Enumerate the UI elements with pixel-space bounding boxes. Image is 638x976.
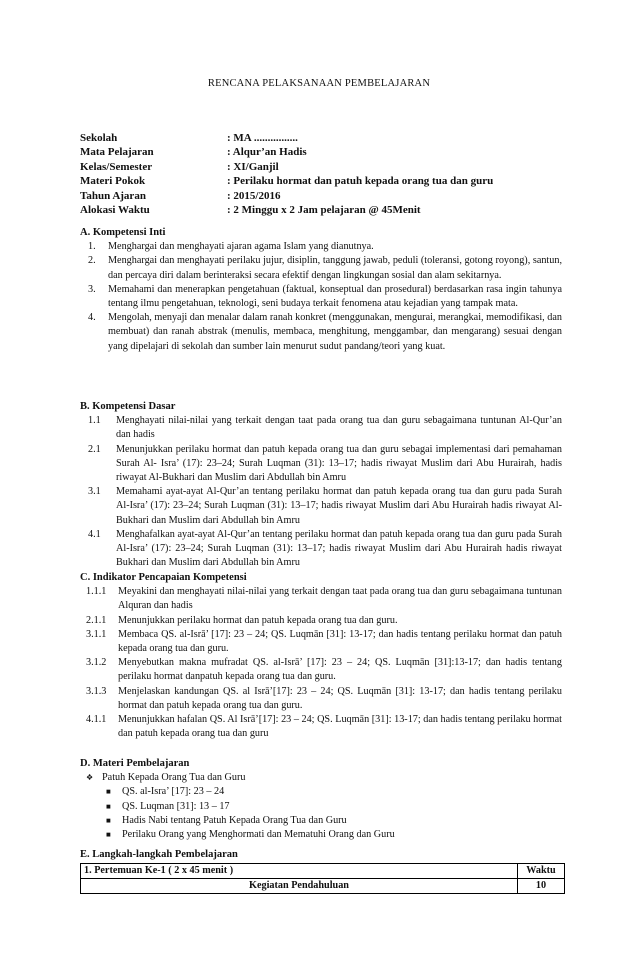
item-number: 2.1.1 <box>86 614 107 626</box>
table-cell-waktu: Waktu <box>518 864 565 879</box>
info-key: Sekolah <box>80 132 118 144</box>
list-item <box>80 485 562 528</box>
list-item <box>80 656 562 684</box>
materi-sub-text: QS. al-Isra’ [17]: 23 – 24 <box>122 786 225 798</box>
info-key: Mata Pelajaran <box>80 146 154 159</box>
info-row-mapel <box>80 145 493 159</box>
list-item <box>80 240 562 254</box>
item-text: Menunjukkan perilaku hormat dan patuh kepada orang tua dan guru sebagai implementasi dari pemahaman Surah Al- Isra’ (17): 23–24; Surah Luqman (31): 13–17; hadis riwayat Muslim dari Abu Hurairah, hadis riwayat Al-Bukhari dan Muslim dari Abdullah bin Amru <box>116 443 562 484</box>
item-text: Menunjukkan perilaku hormat dan patuh kepada orang tua dan guru. <box>118 614 398 626</box>
item-text: Meyakini dan menghayati nilai-nilai yang terkait dengan taat pada orang tua dan guru sebagaimana tuntunan Alquran dan hadis <box>118 586 562 612</box>
item-number: 4.1 <box>88 528 101 540</box>
table-cell-kegiatan: Kegiatan Pendahuluan <box>81 879 518 894</box>
materi-sub-text: QS. Luqman [31]: 13 – 17 <box>122 800 230 812</box>
item-number: 1. <box>88 241 96 253</box>
materi-sub-text: Hadis Nabi tentang Patuh Kepada Orang Tua dan Guru <box>122 814 347 826</box>
list-item <box>80 685 562 713</box>
item-text: Menyebutkan makna mufradat QS. al-Isrā’ [17]: 23 – 24; QS. Luqmān [31]:13-17; dan hadis tentang perilaku hormat danpatuh kepada orang tua dan guru. <box>118 657 562 683</box>
item-text: Menjelaskan kandungan QS. al Isrā’[17]: 23 – 24; QS. Luqmān [31]: 13-17; dan hadis tentang perilaku hormat dan patuh kepada orang tua dan guru. <box>118 685 562 711</box>
item-text: Menghayati nilai-nilai yang terkait dengan taat pada orang tua dan guru sebagaimana tuntunan Al-Qur’an dan hadis <box>116 415 562 441</box>
section-kompetensi-dasar <box>80 400 562 570</box>
list-item <box>80 614 562 628</box>
item-number: 3.1.2 <box>86 657 107 669</box>
info-key: Alokasi Waktu <box>80 203 150 216</box>
item-number: 4.1.1 <box>86 714 107 726</box>
list-item <box>80 628 562 656</box>
list-item <box>80 443 562 486</box>
list-item <box>80 254 562 282</box>
materi-sub-item <box>80 828 562 842</box>
info-key: Kelas/Semester <box>80 160 153 173</box>
table-cell-durasi: 10 <box>518 879 565 894</box>
info-row-sekolah <box>80 131 493 145</box>
section-heading: E. Langkah-langkah Pembelajaran <box>80 849 238 860</box>
info-value: : MA ................ <box>227 132 298 144</box>
info-value: : Perilaku hormat dan patuh kepada orang tua dan guru <box>227 175 494 188</box>
table-row <box>81 879 565 894</box>
section-materi <box>80 757 562 842</box>
document-title: RENCANA PELAKSANAAN PEMBELAJARAN <box>207 78 431 89</box>
section-heading: C. Indikator Pencapaian Kompetensi <box>80 572 247 583</box>
list-item <box>80 414 562 442</box>
table-row <box>81 864 565 879</box>
list-item <box>80 311 562 354</box>
section-indikator <box>80 571 562 741</box>
info-row-tahun <box>80 189 493 203</box>
materi-main-item <box>80 771 562 785</box>
item-number: 3.1.3 <box>86 685 107 697</box>
item-number: 3. <box>88 283 96 295</box>
list-item <box>80 713 562 741</box>
square-bullet-icon: ■ <box>106 815 111 825</box>
section-heading: D. Materi Pembelajaran <box>80 758 190 769</box>
table-cell-pertemuan: 1. Pertemuan Ke-1 ( 2 x 45 menit ) <box>81 864 518 879</box>
item-number: 1.1.1 <box>86 586 107 598</box>
square-bullet-icon: ■ <box>106 830 111 840</box>
info-key: Tahun Ajaran <box>80 189 146 202</box>
identity-block <box>80 131 493 217</box>
info-row-kelas <box>80 160 493 174</box>
list-item <box>80 283 562 311</box>
info-key: Materi Pokok <box>80 175 146 188</box>
materi-sub-item <box>80 814 562 828</box>
materi-sub-item <box>80 800 562 814</box>
info-row-materi <box>80 174 493 188</box>
list-item <box>80 528 562 571</box>
materi-sub-item <box>80 785 562 799</box>
langkah-table <box>80 863 565 894</box>
section-langkah <box>80 848 562 862</box>
materi-sub-text: Perilaku Orang yang Menghormati dan Mematuhi Orang dan Guru <box>122 829 395 841</box>
item-text: Menghargai dan menghayati ajaran agama Islam yang dianutnya. <box>108 241 374 253</box>
item-text: Memahami ayat-ayat Al-Qur’an tentang perilaku hormat dan patuh kepada orang tua dan guru pada Surah Al-Isra’ (17): 23–24; Surah Luqman (31): 13–17; hadis riwayat Muslim dari Abu Hurairah hadis riwayat Al-Bukhari dan Muslim dari Abdullah bin Amru <box>116 486 562 526</box>
item-text: Mengolah, menyaji dan menalar dalam ranah konkret (menggunakan, mengurai, merangkai, memodifikasi, dan membuat) dan ranah abstrak (menulis, membaca, menghitung, menggambar, dan mengarang) sesuai dengan yang dipelajari di sekolah dan sumber lain menurut sudut pandang/teori yang kuat. <box>108 312 562 352</box>
section-heading: B. Kompetensi Dasar <box>80 401 176 412</box>
item-number: 2.1 <box>88 443 101 455</box>
section-heading: A. Kompetensi Inti <box>80 227 166 238</box>
square-bullet-icon: ■ <box>106 787 111 797</box>
info-value: : 2 Minggu x 2 Jam pelajaran @ 45Menit <box>227 203 421 216</box>
item-number: 3.1.1 <box>86 628 107 640</box>
item-number: 3.1 <box>88 486 101 498</box>
diamond-bullet-icon: ❖ <box>86 773 94 783</box>
item-text: Menghargai dan menghayati perilaku jujur, disiplin, tanggung jawab, peduli (toleransi, gotong royong), santun, dan percaya diri dalam berinteraksi secara efektif dengan lingkungan sosial dan alam sekitarnya. <box>108 255 562 281</box>
item-number: 4. <box>88 312 96 324</box>
info-value: : XI/Ganjil <box>227 160 279 173</box>
materi-main-text: Patuh Kepada Orang Tua dan Guru <box>102 772 246 784</box>
list-item <box>80 585 562 613</box>
section-kompetensi-inti <box>80 226 562 354</box>
square-bullet-icon: ■ <box>106 801 111 811</box>
item-text: Membaca QS. al-Isrā’ [17]: 23 – 24; QS. Luqmān [31]: 13-17; dan hadis tentang perilaku hormat dan patuh kepada orang tua dan guru. <box>118 628 562 655</box>
item-text: Menghafalkan ayat-ayat Al-Qur’an tentang perilaku hormat dan patuh kepada orang tua dan guru pada Surah Al-Isra’ (17): 23–24; Surah Luqman (31): 13–17; hadis riwayat Muslim dari Abu Hurairah hadis riwayat Bukhari dan Muslim dari Abdullah bin Amru <box>116 528 562 569</box>
item-number: 1.1 <box>88 415 101 427</box>
item-number: 2. <box>88 255 96 267</box>
info-value: : 2015/2016 <box>227 189 281 202</box>
info-value: : Alqur’an Hadis <box>227 146 307 159</box>
item-text: Memahami dan menerapkan pengetahuan (faktual, konseptual dan prosedural) berdasarkan rasa ingin tahunya tentang ilmu pengetahuan, teknologi, seni budaya terkait fenomena atau kejadian yang tampak mata. <box>108 283 562 310</box>
item-text: Menunjukkan hafalan QS. Al Isrā’[17]: 23 – 24; QS. Luqmān [31]: 13-17; dan hadis tentang perilaku hormat dan patuh kepada orang tua dan guru <box>118 714 562 740</box>
info-row-alokasi <box>80 203 493 217</box>
